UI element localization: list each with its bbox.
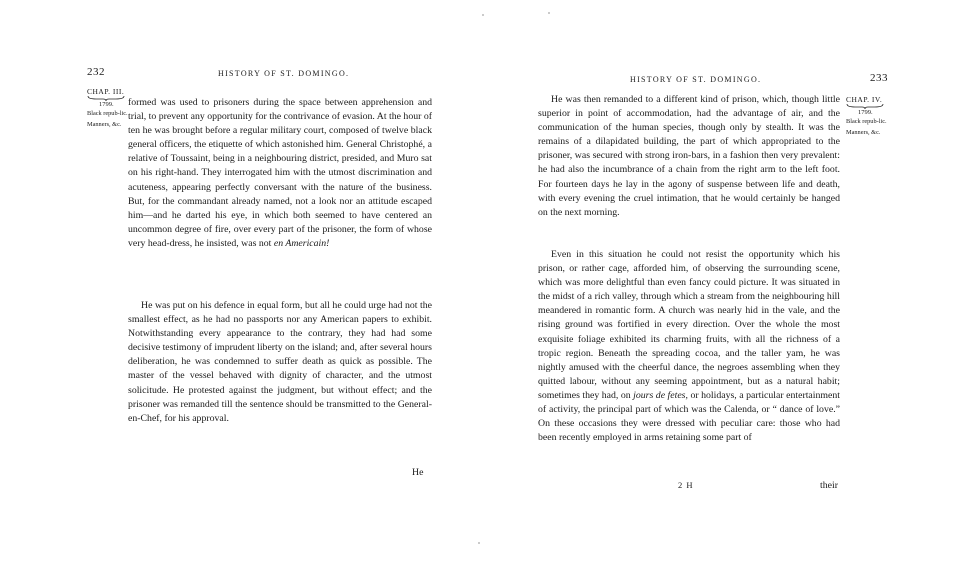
right-margin-notes: [846, 96, 892, 136]
right-page-number: 233: [870, 72, 888, 84]
scan-speck: [548, 12, 550, 14]
right-paragraph-2: [538, 248, 840, 445]
left-paragraph-1-italic: en Americain!: [273, 237, 330, 249]
left-page-number: 232: [87, 66, 105, 78]
right-paragraph-1: He was then remanded to a different kind of prison, which, though little superior in point of accommodation, had the advantage of air, and the communication of the human species, though only by stealth. It was the remains of a dilapidated building, the part of which appropriated to the prisoner, was secured with strong iron-bars, in a fashion then very prevalent: he had also the incumbrance of a chain from the right arm to the left foot. For fourteen days he lay in the agony of suspense between life and death, with every evening the cruel intimation, that he would certainly be hanged on the next morning.: [538, 94, 840, 218]
right-margin-note-manners: Manners, &c.: [846, 128, 881, 136]
scan-speck: [482, 14, 484, 16]
left-margin-note-manners: Manners, &c.: [87, 120, 122, 128]
right-catchword: their: [820, 480, 838, 491]
right-signature-mark: 2 H: [678, 480, 694, 490]
right-margin-note-republic: Black repub-lic.: [846, 118, 887, 126]
left-margin-notes: [87, 88, 131, 128]
right-year: 1799.: [858, 109, 873, 117]
right-paragraph-2-text-b: or holidays, a particular entertainment of activity, the principal part of which was the Calenda, or “ dance of love.” On these occasions they were dressed with peculiar care: those who had been recently employed in arms retaining some part of: [538, 389, 840, 444]
left-running-head: HISTORY OF ST. DOMINGO.: [218, 69, 350, 78]
right-chapter-label: CHAP. IV.: [846, 95, 883, 104]
right-paragraph-2-italic: jours de fetes,: [633, 389, 688, 401]
left-margin-note-republic: Black repub-lic.: [87, 110, 128, 118]
right-page: [490, 0, 980, 568]
scan-speck: [478, 542, 480, 544]
right-paragraph-2-text-a: Even in this situation he could not resist the opportunity which his prison, or rather cage, afforded him, of observing the surrounding scene, which was more delightful than even fancy could picture. It was situated in the midst of a rich valley, through which a stream from the neighbouring hill meandered in romantic form. A church was nearly hid in the vale, and the rising ground was fortified in every direction. Over the whole the most exquisite foliage exhibited its charming fruits, with all the richness of a tropic region. Beneath the spreading cocoa, and the taller yam, he was nightly amused with the cheerful dance, the negroes assembling when they quitted labour, without any seeming appointment, but as a natural habit; sometimes they had, on: [538, 249, 840, 401]
left-paragraph-2: He was put on his defence in equal form, but all he could urge had not the smallest effect, as he had no passports nor any American papers to exhibit. Notwithstanding every appearance to the contrary, they had had some decisive testimony of imprudent liberty on the island; and, after several hours deliberation, he was condemned to suffer death as quick as possible. The master of the vessel behaved with dignity of character, and the utmost solicitude. He protested against the judgment, but without effect; and the prisoner was remanded till the sentence should be transmitted to the General-en-Chef, for his approval.: [128, 300, 432, 424]
left-paragraph-1-text: formed was used to prisoners during the space between apprehension and trial, to prevent any opportunity for the contrivance of evasion. At the hour of ten he was brought before a regular military court, composed of twelve black general officers, the etiquette of which astonished him. General Christophé, a relative of Toussaint, being in a neighbouring district, presided, and Muro sat on his right-hand. They interrogated him with the utmost discrimination and acuteness, appearing perfectly conversant with the nature of the business. But, for the commandant already named, not a look nor an attitude escaped him—and he darted his eye, in which both seemed to have centered an uncommon degree of fire, over every part of the prisoner, the form of whose very head-dress, he insisted, was not: [128, 97, 432, 249]
left-chapter-label: CHAP. III.: [87, 87, 125, 96]
left-catchword: He: [412, 467, 424, 478]
left-year: 1799.: [99, 101, 114, 109]
left-paragraph-1: [128, 96, 432, 251]
right-running-head: HISTORY OF ST. DOMINGO.: [630, 75, 762, 84]
